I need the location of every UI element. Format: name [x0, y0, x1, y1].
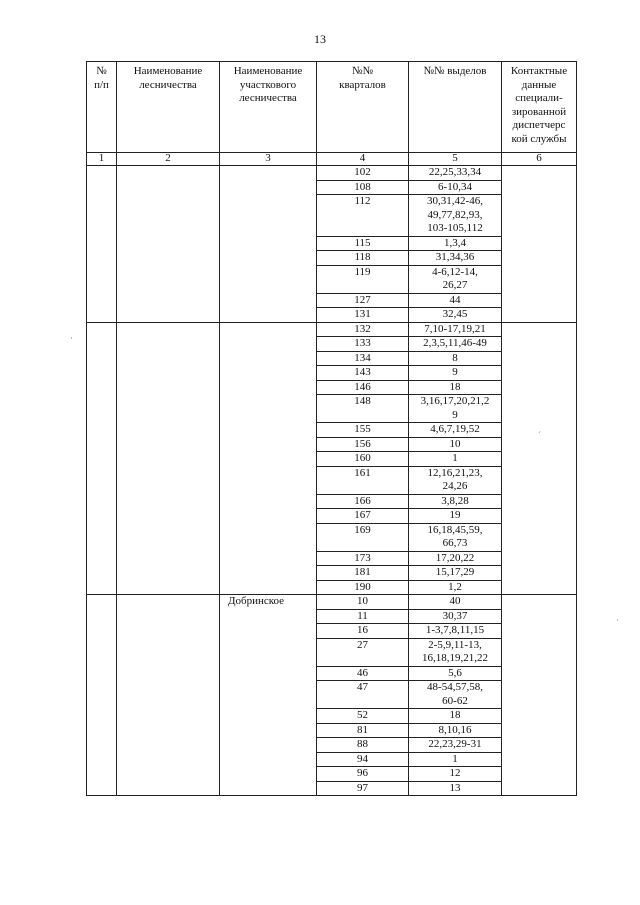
plots-line: 13: [449, 781, 461, 794]
cell-forestry: [117, 166, 220, 323]
plots-line: 18: [449, 709, 461, 721]
cell-plots: [409, 236, 502, 251]
cell-plots: [409, 666, 502, 681]
cell-quarter: 134: [317, 351, 409, 366]
cell-quarter: 16: [317, 624, 409, 639]
header-line: диспетчерс: [512, 119, 566, 131]
cell-quarter: 119: [317, 265, 409, 293]
plots-line: 2-5,9,11-13,: [428, 638, 482, 651]
plots-line: 30,37: [442, 609, 468, 622]
header-line: Наименование: [133, 65, 203, 77]
cell-plots: [409, 738, 502, 753]
cell-plots: [409, 723, 502, 738]
cell-plots: [409, 523, 502, 551]
plots-line: 4-6,12-14,: [432, 265, 478, 278]
cell-quarter: 181: [317, 566, 409, 581]
plots-line: 9: [452, 408, 458, 421]
plots-line: 18: [449, 380, 461, 393]
cell-contacts: [502, 322, 577, 595]
header-line: специали-: [515, 92, 563, 104]
column-number-cell: 6: [502, 153, 577, 166]
plots-line: 103-105,112: [427, 222, 483, 234]
plots-line: 16,18,19,21,22: [422, 652, 488, 664]
table-row: [87, 595, 577, 610]
cell-district: [220, 166, 317, 323]
plots-line: 32,45: [442, 308, 468, 320]
plots-line: 44: [449, 293, 461, 306]
header-line: лесничества: [139, 78, 197, 91]
header-line: лесничества: [239, 92, 297, 104]
cell-quarter: 166: [317, 494, 409, 509]
cell-quarter: 52: [317, 709, 409, 724]
scan-mark: ´: [538, 430, 541, 440]
header-line: кой службы: [511, 132, 567, 145]
plots-line: 4,6,7,19,52: [430, 423, 480, 435]
plots-line: 3,16,17,20,21,2: [420, 395, 490, 407]
cell-plots: [409, 624, 502, 639]
column-number-cell: 1: [87, 153, 117, 166]
cell-plots: [409, 595, 502, 610]
cell-plots: [409, 709, 502, 724]
cell-contacts: [502, 166, 577, 323]
plots-line: 26,27: [442, 279, 468, 291]
plots-line: 1-3,7,8,11,15: [425, 624, 485, 636]
plots-line: 1,2: [448, 580, 462, 593]
cell-quarter: 146: [317, 380, 409, 395]
cell-quarter: 173: [317, 551, 409, 566]
cell-quarter: 115: [317, 236, 409, 251]
header-cell-2: [117, 62, 220, 153]
plots-line: 17,20,22: [435, 551, 475, 564]
cell-forestry: [117, 595, 220, 796]
cell-quarter: 47: [317, 681, 409, 709]
plots-line: 6-10,34: [438, 180, 472, 193]
cell-index: [87, 166, 117, 323]
table-row: [87, 322, 577, 337]
cell-quarter: 11: [317, 609, 409, 624]
cell-plots: [409, 638, 502, 666]
header-line: данные: [521, 78, 557, 91]
cell-quarter: 81: [317, 723, 409, 738]
header-line: №№ выделов: [423, 65, 487, 77]
cell-quarter: 148: [317, 395, 409, 423]
plots-line: 16,18,45,59,: [427, 523, 483, 536]
plots-line: 8: [452, 351, 458, 364]
cell-plots: [409, 351, 502, 366]
plots-line: 22,25,33,34: [428, 166, 482, 178]
header-line: участкового: [239, 78, 297, 91]
cell-plots: [409, 293, 502, 308]
plots-line: 31,34,36: [435, 251, 475, 263]
cell-plots: [409, 195, 502, 237]
cell-index: [87, 595, 117, 796]
header-line: №: [96, 65, 107, 77]
cell-quarter: 102: [317, 166, 409, 181]
cell-quarter: 167: [317, 509, 409, 524]
header-line: Наименование: [233, 65, 303, 77]
plots-line: 12: [449, 767, 461, 779]
cell-plots: [409, 609, 502, 624]
plots-line: 40: [449, 595, 461, 607]
plots-line: 30,31,42-46,: [427, 195, 483, 207]
column-numbers-row: [87, 153, 577, 166]
plots-line: 9: [452, 366, 458, 378]
cell-plots: [409, 366, 502, 381]
cell-plots: [409, 781, 502, 796]
cell-district: Добринское: [220, 595, 317, 796]
forest-quarters-table: [86, 61, 577, 796]
cell-index: [87, 322, 117, 595]
cell-quarter: 97: [317, 781, 409, 796]
cell-quarter: 190: [317, 580, 409, 595]
cell-forestry: [117, 322, 220, 595]
table-row: [87, 166, 577, 181]
cell-plots: [409, 752, 502, 767]
plots-line: 7,10-17,19,21: [424, 322, 486, 335]
cell-quarter: 169: [317, 523, 409, 551]
cell-plots: [409, 180, 502, 195]
page-number: 13: [314, 32, 326, 46]
cell-plots: [409, 308, 502, 323]
header-row: [87, 62, 577, 153]
scan-mark: ·: [616, 615, 619, 625]
plots-line: 19: [449, 509, 461, 521]
header-line: №№: [352, 65, 373, 77]
cell-quarter: 155: [317, 423, 409, 438]
cell-plots: [409, 265, 502, 293]
plots-line: 60-62: [442, 694, 468, 707]
plots-line: 5,6: [448, 666, 462, 679]
header-line: п/п: [94, 78, 109, 91]
cell-quarter: 108: [317, 180, 409, 195]
header-cell-6: [502, 62, 577, 153]
cell-plots: [409, 166, 502, 181]
header-cell-5: [409, 62, 502, 153]
header-line: зированной: [511, 105, 567, 118]
cell-plots: [409, 380, 502, 395]
cell-quarter: 156: [317, 437, 409, 452]
cell-quarter: 10: [317, 595, 409, 610]
cell-plots: [409, 681, 502, 709]
plots-line: 1,3,4: [444, 236, 466, 249]
header-cell-4: [317, 62, 409, 153]
cell-plots: [409, 767, 502, 782]
plots-line: 2,3,5,11,46-49: [423, 337, 487, 349]
cell-quarter: 88: [317, 738, 409, 753]
plots-line: 22,23,29-31: [428, 738, 482, 750]
plots-line: 8,10,16: [438, 723, 472, 736]
cell-district: [220, 322, 317, 595]
cell-plots: [409, 423, 502, 438]
plots-line: 1: [452, 452, 458, 464]
cell-contacts: [502, 595, 577, 796]
header-cell-1: [87, 62, 117, 153]
cell-plots: [409, 251, 502, 266]
column-number-cell: 5: [409, 153, 502, 166]
cell-quarter: 133: [317, 337, 409, 352]
cell-quarter: 127: [317, 293, 409, 308]
cell-plots: [409, 580, 502, 595]
header-line: Контактные: [510, 65, 568, 77]
plots-line: 24,26: [442, 480, 468, 492]
cell-quarter: 46: [317, 666, 409, 681]
cell-plots: [409, 494, 502, 509]
column-number-cell: 4: [317, 153, 409, 166]
header-cell-3: [220, 62, 317, 153]
cell-quarter: 143: [317, 366, 409, 381]
plots-line: 12,16,21,23,: [427, 466, 483, 479]
plots-line: 10: [449, 437, 461, 450]
plots-line: 1: [452, 752, 458, 765]
cell-plots: [409, 337, 502, 352]
plots-line: 15,17,29: [435, 566, 475, 578]
cell-quarter: 27: [317, 638, 409, 666]
cell-plots: [409, 509, 502, 524]
scan-mark: ·: [70, 333, 73, 343]
header-line: кварталов: [339, 78, 386, 91]
cell-plots: [409, 452, 502, 467]
cell-quarter: 132: [317, 322, 409, 337]
table-body: [87, 62, 577, 796]
cell-quarter: 131: [317, 308, 409, 323]
cell-quarter: 160: [317, 452, 409, 467]
cell-plots: [409, 566, 502, 581]
cell-plots: [409, 466, 502, 494]
cell-quarter: 96: [317, 767, 409, 782]
cell-quarter: 118: [317, 251, 409, 266]
cell-quarter: 94: [317, 752, 409, 767]
plots-line: 48-54,57,58,: [427, 681, 483, 693]
plots-line: 49,77,82,93,: [427, 208, 483, 221]
column-number-cell: 3: [220, 153, 317, 166]
plots-line: 66,73: [442, 537, 468, 549]
cell-plots: [409, 322, 502, 337]
cell-quarter: 112: [317, 195, 409, 237]
cell-plots: [409, 437, 502, 452]
column-number-cell: 2: [117, 153, 220, 166]
cell-quarter: 161: [317, 466, 409, 494]
cell-plots: [409, 395, 502, 423]
cell-plots: [409, 551, 502, 566]
plots-line: 3,8,28: [441, 494, 469, 507]
